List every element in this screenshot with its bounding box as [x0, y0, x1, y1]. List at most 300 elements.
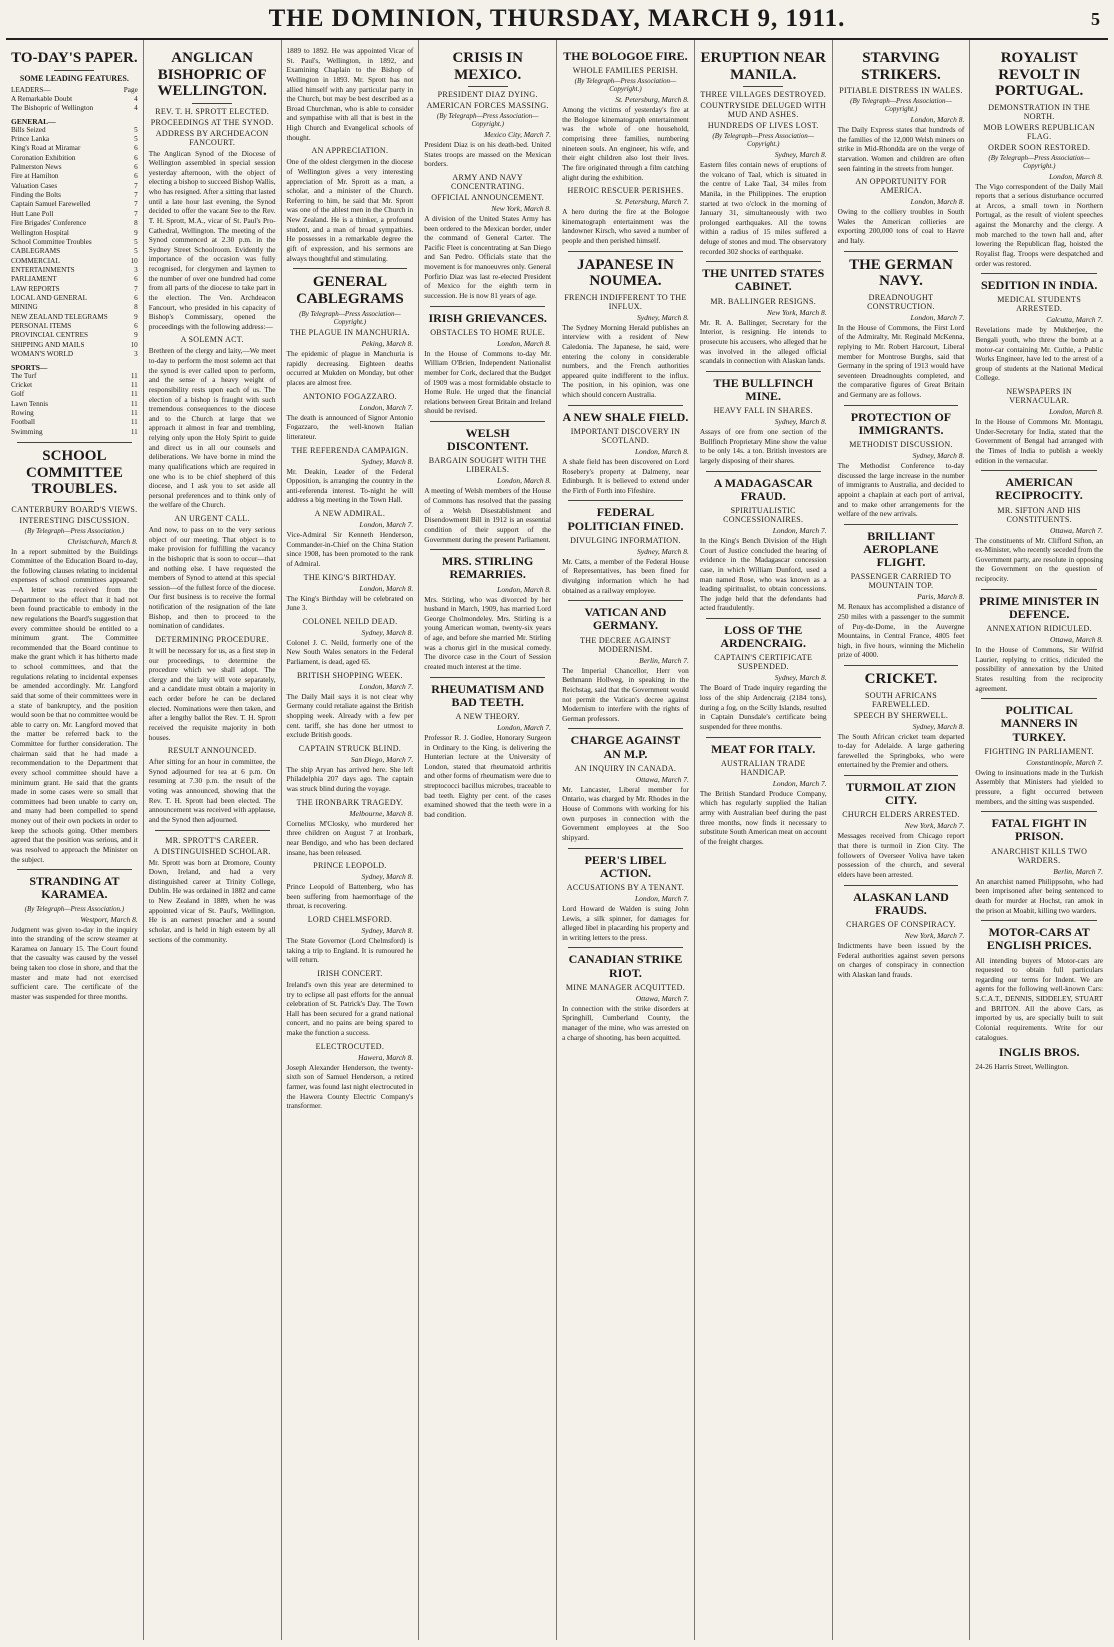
divider	[844, 251, 959, 252]
toc-label: Palmerston News	[11, 163, 62, 172]
toc-label: A Remarkable Doubt	[11, 94, 73, 103]
story-subheading: HUNDREDS OF LIVES LOST.	[707, 121, 819, 130]
dateline: (By Telegraph—Press Association—Copyright.)	[299, 310, 401, 327]
todays-paper-heading: TO-DAY'S PAPER.	[11, 50, 138, 66]
cablegram-body: Prince Leopold of Battenberg, who has been suffering from haemorrhage of the throat, is recovering.	[286, 882, 414, 911]
toc-page: 7	[134, 181, 138, 190]
toc-leaders-row	[11, 86, 138, 95]
place-date: St. Petersburg, March 8.	[615, 95, 689, 105]
toc-label: CABLEGRAMS	[11, 247, 61, 256]
story-body: The South African cricket team departed to-day for Adelaide. A large gathering farewelled the Springboks, who were entertained by the Premier and others.	[837, 731, 965, 770]
story-heading: STRANDING AT KARAMEA.	[29, 874, 120, 902]
toc-row	[11, 400, 138, 409]
cablegram-heading: THE REFERENDA CAMPAIGN.	[291, 445, 409, 455]
toc-label: PARLIAMENT	[11, 275, 57, 284]
divider	[568, 848, 683, 849]
story-heading: ERUPTION NEAR MANILA.	[700, 50, 826, 83]
story-body: The constituents of Mr. Clifford Sifton, an ex-Minister, who recently seceded from the Government party, are resolute in opposing the Government on the question of reciprocity.	[975, 535, 1103, 584]
toc-subheading: SOME LEADING FEATURES.	[19, 73, 129, 83]
story-body: 1889 to 1892. He was appointed Vicar of St. Paul's, Wellington, in 1892, and Examining Chaplain to the Bishop of Wellington in 1893. Mr. Sprott has not allied himself with any particular party in the Church, but may be best described as a Broad Churchman, who is able to consider and sympathise with all that is best in the High Church and Evangelical schools of thought.	[286, 46, 414, 142]
story-heading: PRIME MINISTER IN DEFENCE.	[979, 593, 1100, 621]
story-heading: CANADIAN STRIKE RIOT.	[568, 952, 683, 980]
toc-label: Lawn Tennis	[11, 399, 49, 408]
toc-page: 11	[130, 371, 138, 380]
story-body: In the House of Commons to-day Mr. William O'Brien, Independent Nationalist member for Cork, declared that the Budget of 1909 was a most formidable obstacle to Home Rule. He urged that the financial relations between Great Britain and Ireland should be revised.	[424, 348, 552, 416]
place-date: San Diego, March 7.	[350, 754, 414, 764]
cablegram-heading: PRINCE LEOPOLD.	[313, 861, 387, 871]
toc-row	[11, 104, 138, 113]
story-subheading: ANARCHIST KILLS TWO WARDERS.	[991, 846, 1088, 865]
place-date: Ottawa, March 7.	[635, 774, 689, 784]
toc-row	[11, 313, 138, 322]
toc-row	[11, 341, 138, 350]
toc-row	[11, 95, 138, 104]
section-subheading: AN URGENT CALL.	[174, 514, 250, 523]
dateline: (By Telegraph—Press Association—Copyright.)	[574, 77, 677, 94]
column-grid	[6, 40, 1108, 1640]
toc-label: SPORTS—	[11, 362, 48, 372]
story-body: Mrs. Stirling, who was divorced by her husband in March, 1909, has married Lord George Cholmondeley. Mrs. Stirling is a young American woman, twenty-six years of age, and before she married Mr. Stirling was a chorus girl in the musical comedy. The divorce case in the Court of Session created much interest at the time.	[424, 594, 552, 671]
story-heading: ANGLICAN BISHOPRIC OF WELLINGTON.	[157, 50, 267, 99]
toc-label: NEW ZEALAND TELEGRAMS	[11, 312, 108, 321]
story-body: The Anglican Synod of the Diocese of Wellington assembled in special session yesterday afternoon, with the object of electing a bishop to succeed Bishop Wallis, who has resigned. After a sitting that lasted until a late hour last evening, the Synod decided to offer the vacant See to the Rev. T. H. Sprott, M.A., vicar of St. Paul's Pro-Cathedral, Wellington. The meeting of the Synod commenced at 2.30 p.m. in the Sydney Street Schoolroom. Evidently the importance of the occasion was fully recognised, for clergymen and laymen to the number of over one hundred had come from all parts of the diocese to take part in the election. The Ven. Archdeacon Fancourt, who presided in his capacity of Bishop's Commissary, opened the proceedings with the following address:—	[148, 148, 276, 331]
place-date: Sydney, March 8.	[774, 673, 827, 683]
story-body: In the House of Commons, the First Lord of the Admiralty, Mr. Reginald McKenna, replying to Mr. Robert Harcourt, Liberal member for Montrose Burghs, said that Germany in the spring of 1913 would have seventeen Dreadnoughts completed, and the comparative figures of Great Britain and Germany are as follows.	[837, 322, 965, 399]
story-subheading: SPEECH BY SHERWELL.	[853, 710, 949, 720]
column-3	[282, 40, 420, 1640]
toc-label: School Committee Troubles	[11, 237, 92, 246]
toc-page: 8	[134, 219, 138, 228]
place-date: Ottawa, March 7.	[1049, 525, 1103, 535]
story-body: The Imperial Chancellor, Herr von Bethmann Hollweg, in speaking in the Reichstag, said that the Government would not permit the Vatican's decree against Modernism to interfere with the rights of German professors.	[562, 665, 689, 723]
place-date: Ottawa, March 8.	[1049, 635, 1103, 645]
toc-row	[11, 409, 138, 418]
story-heading: WELSH DISCONTENT.	[446, 426, 529, 454]
story-heading: IRISH GRIEVANCES.	[428, 310, 547, 325]
toc-row	[11, 331, 138, 340]
advertiser-name: INGLIS BROS.	[998, 1045, 1080, 1060]
column-5	[557, 40, 695, 1640]
toc-row	[11, 238, 138, 247]
toc-row	[11, 219, 138, 228]
toc-row	[11, 257, 138, 266]
column-4	[419, 40, 557, 1640]
divider	[844, 665, 959, 666]
toc-label: WOMAN'S WORLD	[11, 350, 74, 359]
story-body: Mr. Catts, a member of the Federal House of Representatives, has been fined for divulging information which he had obtained as a railway employee.	[562, 556, 689, 595]
toc-row	[11, 200, 138, 209]
divider	[568, 500, 683, 501]
story-heading: A NEW SHALE FIELD.	[562, 409, 689, 424]
story-subheading: PASSENGER CARRIED TO MOUNTAIN TOP.	[850, 572, 952, 591]
toc-page: 6	[134, 172, 138, 181]
toc-row	[11, 275, 138, 284]
place-date: Westport, March 8.	[80, 914, 138, 924]
divider	[430, 306, 545, 307]
toc-page: 7	[134, 209, 138, 218]
story-subheading: AUSTRALIAN TRADE HANDICAP.	[720, 758, 806, 777]
place-date: New York, March 7.	[904, 821, 965, 831]
story-subheading: MINE MANAGER ACQUITTED.	[565, 982, 685, 992]
toc-label: MINING	[11, 303, 38, 312]
toc-row	[11, 144, 138, 153]
story-subheading: WHOLE FAMILIES PERISH.	[572, 66, 679, 76]
place-date: Sydney, March 8.	[361, 456, 414, 466]
dateline: (By Telegraph—Press Association—Copyright.)	[436, 112, 539, 128]
column-7	[833, 40, 971, 1640]
toc-label: Swimming	[11, 427, 43, 436]
cablegram-body: The death is announced of Signor Antonio Fogazzaro, the well-known Italian litterateur.	[286, 412, 414, 441]
story-body: In a report submitted by the Buildings Committee of the Education Board to-day, the following clauses relating to incidental expenses of school committees appeared:—A letter was received from the Department to the effect that it had not been found practicable to embody in the new regulations the Board's suggestion that every committee should be entitled to a minimum grant. The Committee recommended that the Board continue to make the grant which it has hitherto made to school committees, and that the regulations relating to incidental expenses be amended accordingly. Mr. Langford said that some of their committees were in a state of bankruptcy, and the position would soon be that no committee would be able to carry on. Mr. Langford moved that the matter be referred back to the Committee for further consideration. The chairman said that he had made a recommendation to the Department that every school committee should have a minimum grant. He said that the grants made in some cases were so small that committees had been unable to carry on, and many had been compelled to spend money out of their own pockets in order to keep the schools going. Other members agreed that the position was serious, and it was resolved to approach the Minister on the subject.	[11, 546, 138, 864]
story-subheading: MEDICAL STUDENTS ARRESTED.	[997, 295, 1082, 314]
divider	[17, 869, 132, 870]
story-body: In connection with the strike disorders at Springhill, Cumberland County, the manager of the mine, who was arrested on a charge of shooting, has been acquitted.	[562, 1003, 689, 1042]
story-heading: TURMOIL AT ZION CITY.	[846, 780, 956, 808]
place-date: Christchurch, March 8.	[67, 536, 138, 546]
place-date: London, March 7.	[359, 681, 414, 691]
story-subheading: CHURCH ELDERS ARRESTED.	[842, 810, 960, 820]
divider	[568, 947, 683, 948]
divider	[844, 885, 959, 886]
toc-list	[11, 95, 138, 437]
story-heading: PEER'S LIBEL ACTION.	[584, 852, 667, 880]
story-subheading: OBSTACLES TO HOME RULE.	[430, 327, 546, 337]
story-subheading: ANNEXATION RIDICULED.	[986, 624, 1092, 634]
toc-row	[11, 350, 138, 359]
cablegram-heading: COLONEL NEILD DEAD.	[302, 616, 398, 626]
story-subheading: AN INQUIRY IN CANADA.	[574, 763, 677, 773]
column-2	[144, 40, 282, 1640]
cablegram-body: Ireland's own this year are determined to try to eclipse all past efforts for the annual celebration of St. Patrick's Day. The Town Hall has been secured for a grand national concert, and no pains are being spared to make the function a success.	[286, 979, 414, 1037]
divider	[54, 70, 94, 71]
advertiser-address: 24-26 Harris Street, Wellington.	[975, 1062, 1069, 1072]
toc-row	[11, 154, 138, 163]
divider	[981, 920, 1097, 921]
divider	[706, 471, 821, 472]
place-date: London, March 8.	[359, 583, 414, 593]
story-subheading: FIGHTING IN PARLIAMENT.	[984, 746, 1094, 756]
story-heading: ALASKAN LAND FRAUDS.	[853, 889, 949, 917]
toc-label: Wellington Hospital	[11, 228, 69, 237]
story-subheading: THE DECREE AGAINST MODERNISM.	[580, 635, 671, 654]
toc-page: 6	[134, 144, 138, 153]
story-body: Indictments have been issued by the Federal authorities against seven persons on charges of conspiracy in connection with Alaskan land frauds.	[837, 940, 965, 979]
place-date: London, March 7.	[772, 778, 827, 788]
toc-label: COMMERCIAL	[11, 256, 60, 265]
story-heading: CRICKET.	[864, 671, 938, 688]
cablegram-list	[287, 328, 414, 1111]
toc-page-label: Page	[123, 85, 138, 94]
cablegram-body: Vice-Admiral Sir Kenneth Henderson, Commander-in-Chief on the China Station since 1908, has been promoted to the rank of Admiral.	[286, 530, 414, 568]
cablegram-heading: CAPTAIN STRUCK BLIND.	[298, 743, 402, 753]
cablegram-heading: THE KING'S BIRTHDAY.	[303, 572, 397, 582]
toc-row	[11, 294, 138, 303]
section-subheading: A DISTINGUISHED SCHOLAR.	[153, 846, 271, 856]
place-date: Sydney, March 8.	[637, 312, 689, 322]
toc-page: 4	[134, 94, 138, 103]
story-subheading: PITIABLE DISTRESS IN WALES.	[839, 86, 963, 95]
story-subheading: ACCUSATIONS BY A TENANT.	[566, 882, 685, 892]
toc-page: 5	[134, 237, 138, 246]
story-subheading: CHARGES OF CONSPIRACY.	[846, 919, 956, 929]
story-body: The Daily Express states that hundreds of the families of the 12,000 Welsh miners on strike in Mid-Rhondda are on the verge of starvation. Women and children are often seen fainting in the streets from hunger.	[837, 125, 965, 173]
divider	[17, 442, 132, 443]
cablegram-body: Cornelius M'Closky, who murdered her three children on August 7 at Ironbark, near Bendigo, and who has been declared insane, has been released.	[286, 818, 414, 857]
story-body: One of the oldest clergymen in the diocese of Wellington gives a very interesting appreciation of Mr. Sprott as a man, a scholar, and a minister of the Church. Referring to him, he said that Mr. Sprott was one of the ablest men in the Church in New Zealand. He is a thinker, a profound student, and a man of broad sympathies. He possesses in a remarkable degree the gift of expression, and his sermons are always thoughtful and stimulating.	[286, 157, 414, 263]
story-subheading: ORDER SOON RESTORED.	[988, 142, 1091, 152]
story-body: Owing to the colliery troubles in South Wales the American collieries are exporting 200,000 tons of coal to Havre and Italy.	[837, 207, 965, 245]
place-date: London, March 8.	[1049, 171, 1103, 181]
story-subheading: CAPTAIN'S CERTIFICATE SUSPENDED.	[714, 653, 813, 672]
cablegram-body: Colonel J. C. Neild, formerly one of the New South Wales senators in the Federal Parliament, is dead, aged 65.	[286, 637, 414, 666]
story-body: The Vigo correspondent of the Daily Mail reports that a serious disturbance occurred at Arcos, a small town in Northern Portugal, as the result of violent speeches against the Monarchy and the clergy. A mob marched to the town hall and, after lowering the Republican flag, hoisted the Royalist flag. Troops were despatched and order was restored.	[975, 181, 1103, 268]
story-heading: ROYALIST REVOLT IN PORTUGAL.	[995, 50, 1084, 99]
story-subheading: ADDRESS BY ARCHDEACON FANCOURT.	[155, 128, 269, 147]
cablegram-body: The State Governor (Lord Chelmsford) is taking a trip to England. It is rumoured he will return.	[286, 936, 414, 965]
cablegram-heading: BRITISH SHOPPING WEEK.	[297, 670, 403, 680]
divider	[981, 589, 1097, 590]
toc-label: LAW REPORTS	[11, 284, 60, 293]
story-body: And now, to pass on to the very serious object of our meeting. That object is to make provision for fulfilling the vacancy in the bishopric that is soon to occur—that and nothing else. I have requested the members of Synod to attend at this special session—of the fullest force of the diocese. Our first business is to receive the formal notification of the resignation of the late Bishop, and then to proceed to the nomination of candidates.	[148, 525, 276, 631]
place-date: New York, March 8.	[491, 203, 552, 213]
divider	[706, 371, 821, 372]
place-date: London, March 8.	[634, 446, 689, 456]
toc-label: ENTERTAINMENTS	[11, 265, 75, 274]
toc-label: Fire at Hamilton	[11, 172, 59, 181]
story-subheading: PROCEEDINGS AT THE SYNOD.	[150, 117, 274, 127]
toc-label: Cricket	[11, 380, 33, 389]
toc-label: The Bishopric of Wellington	[11, 104, 94, 113]
story-heading: LOSS OF THE ARDENCRAIG.	[720, 623, 807, 651]
toc-label: Football	[11, 418, 35, 427]
place-date: Constantinople, March 7.	[1026, 757, 1103, 767]
story-subheading: INTERESTING DISCUSSION.	[19, 515, 130, 525]
story-heading: CRISIS IN MEXICO.	[452, 50, 523, 83]
toc-label: Captain Samuel Farewelled	[11, 200, 91, 209]
toc-page: 8	[134, 303, 138, 312]
story-subheading: MR. BALLINGER RESIGNS.	[710, 296, 817, 306]
story-body: An anarchist named Philippsohn, who had been imprisoned after being sentenced to death for murder at Hochst, ran amok in the prison at Moabit, killing two warders.	[975, 876, 1103, 915]
story-body: The British Standard Produce Company, which has regularly supplied the Italian army with Australian beef during the past three months, now finds it necessary to substitute South American meat on account of the freight charges.	[699, 788, 827, 846]
story-body: After sitting for an hour in committee, the Synod adjourned for tea at 6 p.m. On resuming at 7.30 p.m. the result of the voting was announced, showing that the Rev. T. H. Sprott had been elected. The announcement was received with applause, and the Synod then adjourned.	[148, 757, 276, 824]
story-subheading: MR. SIFTON AND HIS CONSTITUENTS.	[997, 505, 1081, 524]
toc-page: 5	[134, 134, 138, 143]
divider	[468, 86, 508, 87]
toc-row	[11, 126, 138, 135]
story-body: President Diaz is on his death-bed. United States troops are massed on the Mexican borders.	[424, 140, 552, 169]
toc-row	[11, 247, 138, 256]
toc-page: 11	[130, 380, 138, 389]
story-subheading: REV. T. H. SPROTT ELECTED.	[155, 106, 270, 116]
story-subheading: SOUTH AFRICANS FAREWELLED.	[864, 690, 937, 709]
toc-page: 11	[130, 399, 138, 408]
toc-page: 6	[134, 275, 138, 284]
toc-page: 9	[134, 228, 138, 237]
place-date: London, March 7.	[497, 722, 552, 732]
toc-row	[11, 322, 138, 331]
story-subheading: OFFICIAL ANNOUNCEMENT.	[431, 192, 545, 202]
place-date: London, March 7.	[772, 526, 827, 535]
toc-page: 11	[130, 409, 138, 417]
divider	[981, 811, 1097, 812]
divider	[430, 549, 545, 550]
toc-label: Valuation Cases	[11, 181, 58, 190]
story-subheading: A NEW THEORY.	[455, 711, 520, 721]
divider	[293, 268, 408, 269]
story-subheading: HEAVY FALL IN SHARES.	[713, 406, 813, 416]
dateline: (By Telegraph—Press Association—Copyright.)	[712, 132, 815, 148]
story-body: A shale field has been discovered on Lord Rosebery's property at Dalmeny, near Edinburgh. It is believed to extend under the Firth of Forth into Fifeshire.	[562, 456, 689, 495]
place-date: Sydney, March 8.	[912, 721, 965, 731]
toc-row	[11, 266, 138, 275]
column-8	[970, 40, 1108, 1640]
story-body: Brethren of the clergy and laity,—We meet to-day to perform the most solemn act that the synod is ever called upon to perform, and the sense of a heavy weight of responsibility rests upon each of us. The election of a bishop is fraught with such tremendous consequences to the diocese and to the Church at large that we approach it almost in fear and trembling, relying only upon the Holy Spirit to guide and direct us in all our counsels and deliberations. We have borne in mind the many qualifications which are required in one who is to be chief shepherd of this diocese, and I ask you to set aside all personal preferences and to think only of the welfare of the Church.	[148, 346, 276, 510]
cablegram-heading: IRISH CONCERT.	[317, 968, 383, 978]
story-body: The Sydney Morning Herald publishes an interview with a resident of New Caledonia. The Japanese, he said, were entering the colony in considerable numbers, and the French authorities appeared quite indifferent to the influx. The position, in his opinion, was one which should concern Australia.	[562, 322, 689, 400]
place-date: London, March 8.	[497, 476, 552, 486]
masthead	[6, 0, 1108, 40]
cablegram-heading: ANTONIO FOGAZZARO.	[302, 391, 397, 401]
story-subheading: FRENCH INDIFFERENT TO THE INFLUX.	[564, 292, 687, 311]
divider	[568, 251, 683, 252]
toc-row	[11, 135, 138, 144]
toc-row	[11, 381, 138, 390]
toc-row	[11, 172, 138, 181]
toc-row	[11, 210, 138, 219]
story-body: Mr. Sprott was born at Dromore, County Down, Ireland, and had a very distinguished career at Trinity College, Dublin. He was ordained in 1882 and came to New Zealand in 1889, when he was appointed vicar of St. Paul's, Wellington. He is an earnest preacher and a sound scholar, and is held in high esteem by all sections of the community.	[148, 857, 276, 944]
story-body: Assays of ore from one section of the Bullfinch Proprietary Mine show the value to be only 14s. a ton. British investors are largely disposing of their shares.	[699, 427, 827, 465]
story-body: In the House of Commons, Sir Wilfrid Laurier, replying to critics, ridiculed the possibility of annexation by the United States resulting from the reciprocity agreement.	[975, 645, 1103, 693]
story-body: Messages received from Chicago report that there is turmoil in Zion City. The followers of Overseer Voliva have taken possession of the church, and several elders have been arrested.	[837, 831, 965, 879]
toc-page: 3	[134, 350, 138, 359]
toc-label: Hutt Lane Poll	[11, 209, 54, 218]
section-subheading: RESULT ANNOUNCED.	[167, 746, 257, 756]
toc-page: 10	[130, 340, 138, 349]
section-subheading: A SOLEMN ACT.	[180, 335, 244, 345]
story-heading: GENERAL CABLEGRAMS	[296, 274, 404, 307]
toc-page: 11	[130, 390, 138, 399]
place-date: Sydney, March 8.	[637, 546, 689, 556]
place-date: London, March 7.	[359, 402, 414, 412]
divider	[743, 86, 783, 87]
toc-row	[11, 363, 138, 372]
story-body: Professor R. J. Godlee, Honorary Surgeon in Ordinary to the King, is delivering the Hunterian lecture at the University of London, stated that rheumatoid arthritis and other forms of rheumatism were due to streptococci bacillus microbes, traceable to bad teeth. Eighty per cent. of the cases examined showed that the teeth were in a bad condition.	[424, 732, 552, 819]
column-6	[695, 40, 833, 1640]
toc-page: 6	[134, 153, 138, 162]
story-heading: VATICAN AND GERMANY.	[584, 605, 667, 633]
place-date: St. Petersburg, March 7.	[615, 197, 689, 207]
story-body: Eastern files contain news of eruptions of the volcano of Taal, which is situated in the centre of Lake Taal, 34 miles from Manila, in the Philippines. The eruption started at two o'clock in the morning of January 31, simultaneously with two prolonged earthquakes. All the towns within a radius of 15 miles suffered a deluge of stones and mud. The observatory recorded 302 shocks of earthquake.	[699, 160, 827, 256]
story-subheading: MOB LOWERS REPUBLICAN FLAG.	[983, 122, 1095, 141]
story-subheading: BARGAIN SOUGHT WITH THE LIBERALS.	[428, 456, 547, 475]
page-number: 5	[1091, 8, 1100, 29]
divider	[54, 501, 94, 502]
story-subheading: SPIRITUALISTIC CONCESSIONAIRES.	[723, 506, 804, 524]
divider	[192, 103, 232, 104]
dateline: (By Telegraph—Press Association—Copyright.)	[850, 97, 952, 113]
toc-row	[11, 428, 138, 437]
place-date: Sydney, March 8.	[361, 627, 414, 637]
story-subheading: COUNTRYSIDE DELUGED WITH MUD AND ASHES.	[700, 101, 827, 119]
place-date: Sydney, March 8.	[774, 417, 827, 427]
story-body: In the King's Bench Division of the High Court of Justice concluded the hearing of evidence in the Madagascar concession case, in which William Dunford, used a man named Rose, who was known as a leading spiritualist, to obtain concessions. The judge held that the defendants had acted fraudulently.	[699, 536, 827, 613]
newspaper-title: THE DOMINION, THURSDAY, MARCH 9, 1911.	[268, 5, 846, 32]
section-subheading: MR. SPROTT'S CAREER.	[165, 835, 259, 845]
story-subheading: AN OPPORTUNITY FOR AMERICA.	[855, 177, 947, 196]
advertisement-body: All intending buyers of Motor-cars are requested to obtain full particulars regarding our terms for Indent. We are agents for the following well-known Cars: S.C.A.T., DENNIS, SIDDELEY, STUART and BRITON. All the above Cars, as imported by us, are specially built to suit Colonial requirements. Write for our catalogues.	[975, 955, 1103, 1042]
divider	[981, 273, 1097, 274]
story-heading: PROTECTION OF IMMIGRANTS.	[850, 409, 952, 437]
story-body: Lord Howard de Walden is suing John Lewis, a silk spinner, for damages for alleged libel in placarding his property and in writing letters to the press.	[562, 903, 689, 942]
divider	[706, 737, 821, 738]
toc-row	[11, 117, 138, 126]
story-subheading: ARMY AND NAVY CONCENTRATING.	[451, 172, 525, 191]
story-body: The Board of Trade inquiry regarding the loss of the ship Ardencraig (2184 tons), during a fog, on the Scilly Islands, resulted in Captain Dunsdale's certificate being suspended for three months.	[699, 683, 827, 731]
toc-label: GENERAL—	[11, 116, 56, 126]
dateline: (By Telegraph—Press Association.)	[24, 904, 125, 913]
story-subheading: THREE VILLAGES DESTROYED.	[700, 90, 827, 99]
place-date: New York, March 7.	[904, 930, 965, 940]
story-heading: STARVING STRIKERS.	[861, 50, 941, 83]
story-heading: RHEUMATISM AND BAD TEETH.	[431, 681, 545, 709]
toc-row	[11, 303, 138, 312]
toc-row	[11, 182, 138, 191]
story-heading: FEDERAL POLITICIAN FINED.	[567, 505, 684, 533]
dateline: (By Telegraph—Press Association—Copyright.)	[988, 153, 1090, 170]
place-date: Paris, March 8.	[917, 592, 965, 602]
story-heading: SCHOOL COMMITTEE TROUBLES.	[26, 448, 123, 498]
place-date: London, March 8.	[497, 584, 552, 594]
toc-label: Bills Seized	[11, 125, 46, 134]
story-heading: THE UNITED STATES CABINET.	[702, 266, 825, 294]
story-heading: FATAL FIGHT IN PRISON.	[991, 816, 1087, 844]
toc-label: Coronation Exhibition	[11, 153, 76, 162]
toc-row	[11, 285, 138, 294]
toc-page: 11	[130, 427, 138, 436]
story-body: M. Renaux has accomplished a distance of 250 miles with a passenger to the summit of Puy-de-Dome, in the Auvergne Mountains, in Central France, 4805 feet high, in five hours, winning the Michelin prize of 4000.	[837, 602, 965, 660]
story-body: Mr. Lancaster, Liberal member for Ontario, was charged by Mr. Rhodes in the House of Commons with working for his own purposes in connection with the Government employees at the Soo shipyard.	[562, 784, 689, 842]
column-1	[6, 40, 144, 1640]
cablegram-body: The King's Birthday will be celebrated on June 3.	[286, 593, 414, 613]
toc-row	[11, 390, 138, 399]
place-date: London, March 7.	[359, 520, 414, 529]
place-date: Mexico City, March 7.	[484, 130, 552, 139]
toc-page: 9	[134, 331, 138, 340]
toc-label: PROVINCIAL CENTRES	[11, 331, 89, 340]
story-heading: JAPANESE IN NOUMEA.	[577, 256, 674, 290]
toc-label: King's Road at Miramar	[11, 144, 81, 153]
divider	[568, 728, 683, 729]
divider	[430, 677, 545, 678]
place-date: Calcutta, March 7.	[1046, 315, 1103, 325]
toc-label: Fire Brigades' Conference	[11, 219, 87, 228]
story-heading: CHARGE AGAINST AN M.P.	[570, 733, 681, 761]
cablegram-heading: ELECTROCUTED.	[315, 1041, 385, 1051]
place-date: Sydney, March 8.	[361, 872, 414, 882]
story-subheading: IMPORTANT DISCOVERY IN SCOTLAND.	[570, 426, 681, 445]
place-date: Peking, March 8.	[361, 339, 414, 349]
toc-page: 10	[130, 256, 138, 265]
cablegram-heading: LORD CHELMSFORD.	[307, 915, 393, 924]
place-date: Ottawa, March 7.	[635, 993, 689, 1003]
cablegram-body: Mr. Deakin, Leader of the Federal Opposition, is arranging the country in the anti-referenda interest. To-night he will address a big meeting in the Town Hall.	[286, 466, 414, 505]
story-subheading: PRESIDENT DIAZ DYING.	[437, 90, 538, 99]
story-subheading: DIVULGING INFORMATION.	[570, 535, 681, 545]
place-date: Sydney, March 8.	[774, 150, 827, 159]
place-date: Melbourne, March 8.	[349, 808, 414, 818]
toc-row	[11, 163, 138, 172]
toc-label: PERSONAL ITEMS	[11, 322, 72, 331]
